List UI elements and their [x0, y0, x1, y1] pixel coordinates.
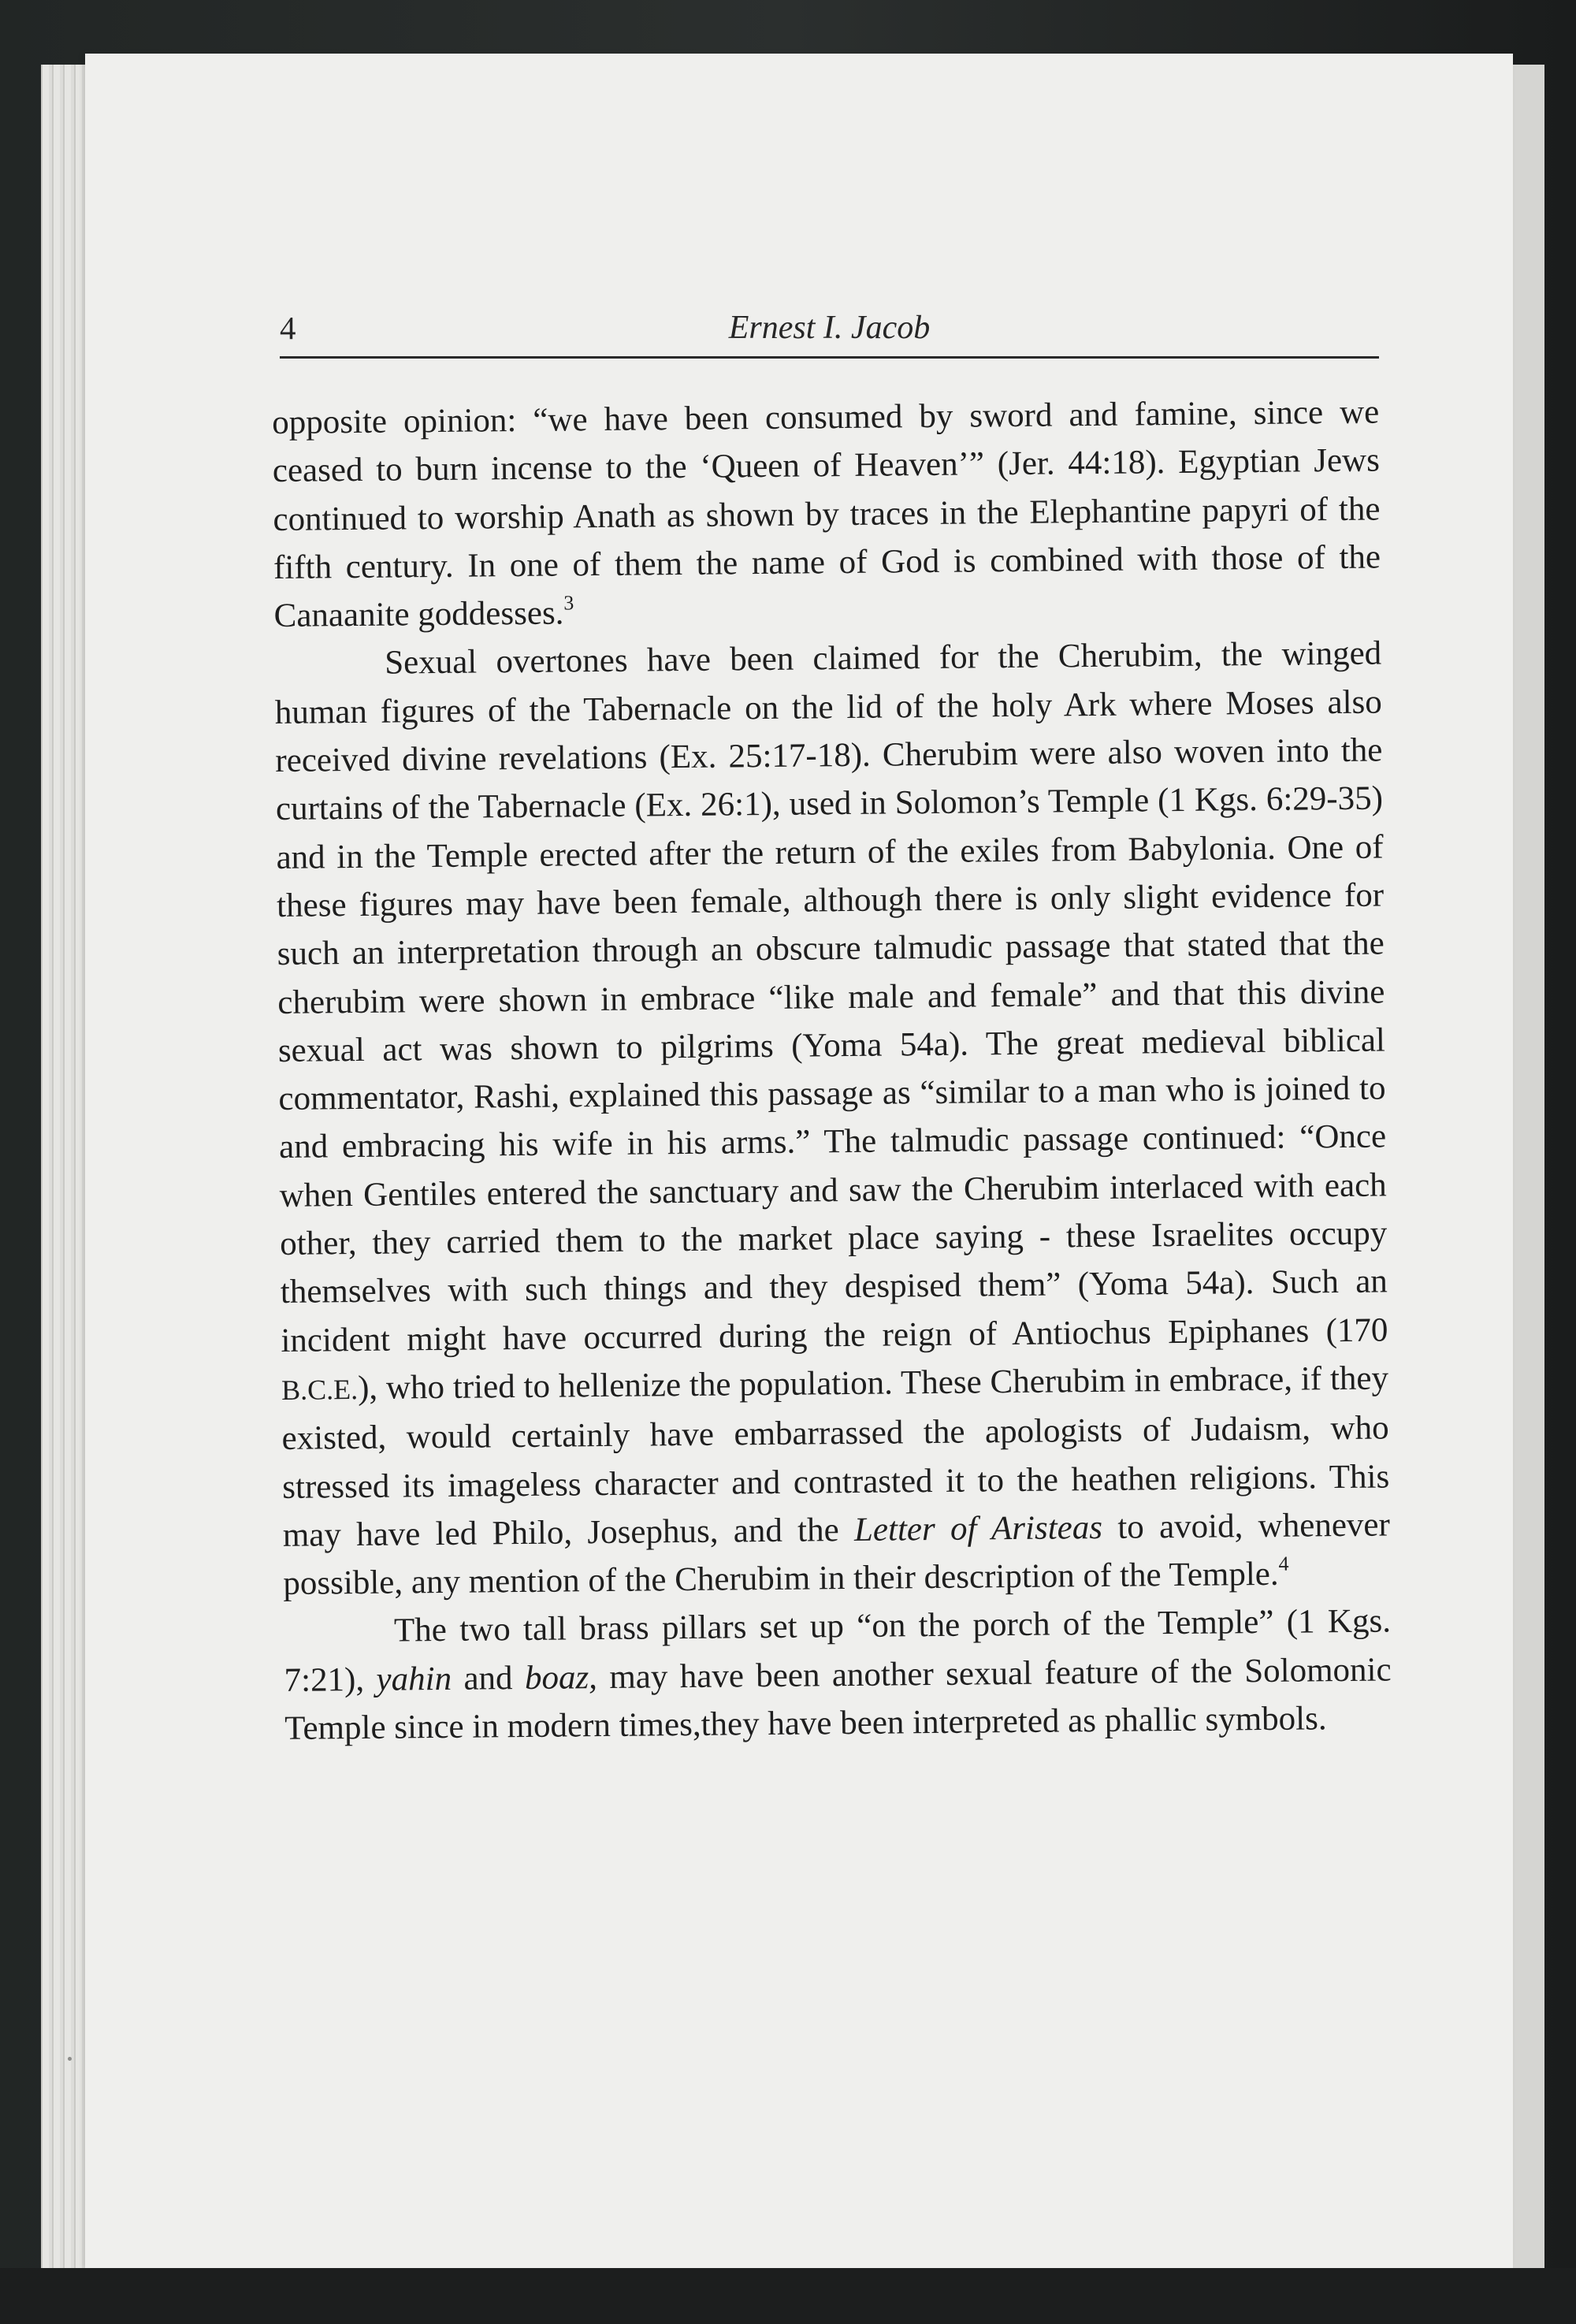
paragraph-text: opposite opinion: “we have been consumed by sword and famine, since we ceased to burn incense to the ‘Queen of Heaven’” (Jer. 44:18). Egyptian Jews continued to worship Anath as shown by traces in the Elephantine papyri of the fifth century. In one of them the name of God is combined with those of the Canaanite goddesses.	[272, 393, 1381, 635]
paragraph-text: Sexual overtones have been claimed for the Cherubim, the winged human figures of the Tabernacle on the lid of the holy Ark where Moses also received divine revelations (Ex. 25:17-18). Cherubim were also woven into the curtains of the Tabernacle (Ex. 26:1), used in Solomon’s Temple (1 Kgs. 6:29-35) and in the Temple erected after the return of the exiles from Babylonia. One of these figures may have been female, although there is only slight evidence for such an interpretation through an obscure talmudic passage that stated that the cherubim were shown in embrace “like male and female” and that this divine sexual act was shown to pilgrims (Yoma 54a). The great medieval biblical commentator, Rashi, explained this passage as “similar to a man who is joined to and embracing his wife in his arms.” The talmudic passage continued: “Once when Gentiles entered the sanctuary and saw the Cherubim interlaced with each other, they carried them to the market place saying - these Israelites occupy themselves with such things and they despised them” (Yoma 54a). Such an incident might have occurred during the reign of Antiochus Epiphanes (170	[274, 634, 1388, 1359]
italic-term: boaz,	[524, 1658, 598, 1697]
footnote-ref: 3	[563, 591, 574, 615]
running-head: Ernest I. Jacob	[728, 310, 931, 346]
book-title: Letter of Aristeas	[853, 1508, 1103, 1549]
page-edge	[63, 65, 71, 2271]
scan-bottom-band	[0, 2268, 1576, 2324]
scan-speck	[68, 2057, 72, 2061]
footnote-ref: 4	[1278, 1552, 1289, 1575]
paragraph	[274, 630, 1391, 1608]
body-text	[272, 389, 1392, 1753]
page-edge	[52, 65, 60, 2271]
paragraph	[284, 1597, 1392, 1753]
paragraph-text: ), who tried to hellenize the population. These Cherubim in embrace, if they existed, would certainly have embarrassed the apologists of Judaism, who stressed its imageless character and contrasted it to the heathen religions. This may have led Philo, Josephus, and the	[281, 1359, 1390, 1554]
paragraph	[272, 389, 1381, 641]
page-header	[280, 309, 1379, 359]
paragraph-text: and	[463, 1659, 513, 1697]
era-abbreviation: B.C.E.	[281, 1373, 359, 1406]
paragraph-text: may have been another sexual feature of the Solomonic Temple since in modern times,they have been interpreted as phallic symbols.	[284, 1651, 1392, 1747]
page-number: 4	[280, 310, 296, 346]
page-edge	[74, 65, 82, 2271]
paragraph-text: to avoid, whenever possible, any mention of the Cherubim in their description of the Temple.	[283, 1506, 1391, 1603]
facing-page-edge	[1513, 65, 1544, 2271]
page-edge	[41, 65, 49, 2271]
paragraph-text: The two tall brass pillars set up “on the porch of the Temple” (1 Kgs. 7:21),	[284, 1602, 1392, 1699]
italic-term: yahin	[376, 1660, 452, 1698]
